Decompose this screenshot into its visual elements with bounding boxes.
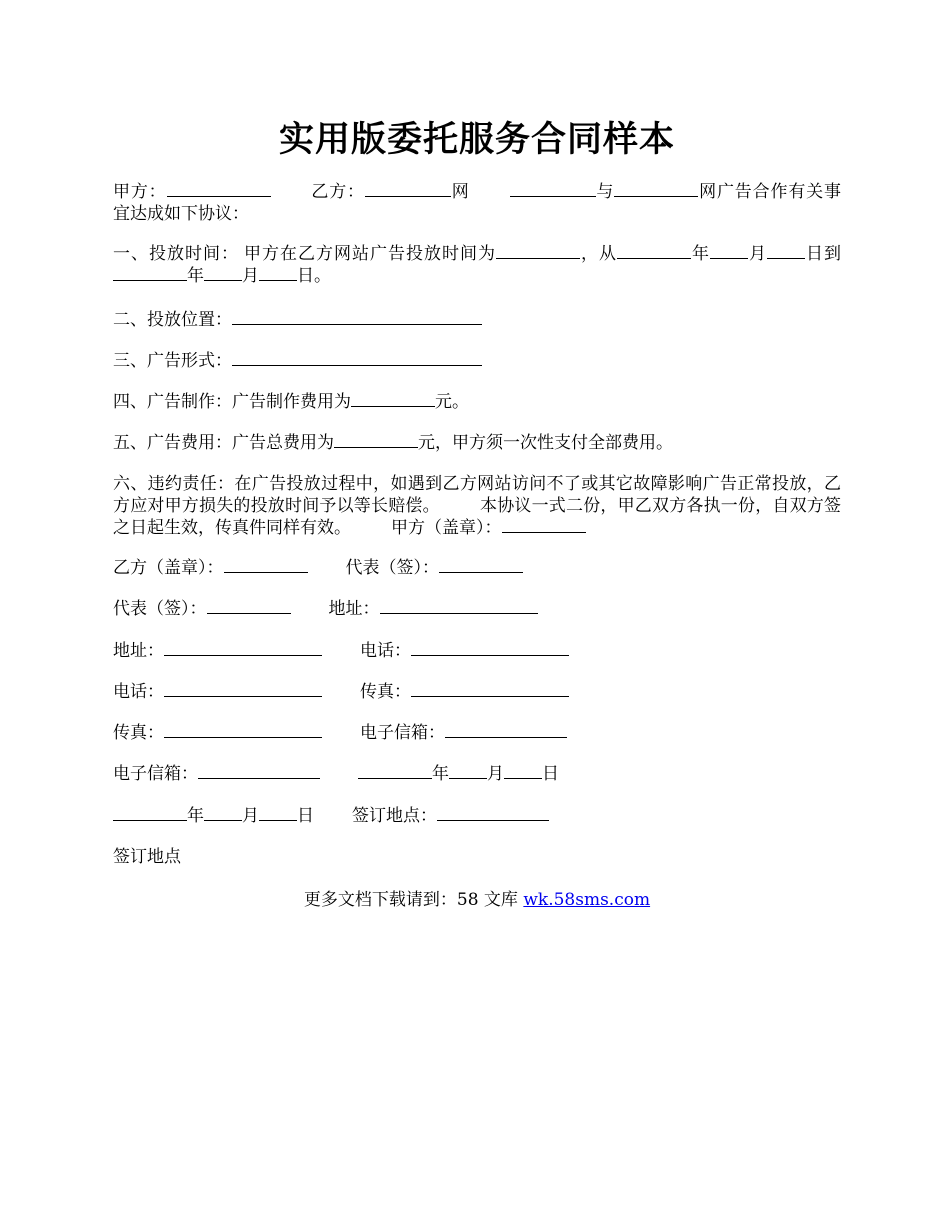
address-b-blank[interactable] (164, 640, 322, 656)
site-a-blank[interactable] (510, 181, 596, 197)
month-text: 月 (487, 764, 504, 784)
intro-paragraph (113, 181, 841, 225)
section-3 (113, 350, 841, 372)
date-a-day-blank[interactable] (504, 763, 542, 779)
seal-b-label: 乙方（盖章）： (113, 558, 224, 578)
section-4 (113, 391, 841, 413)
section-6-text: 在广告投放过程中，如遇到乙方网站访问不了或其它故障影响广告正常投放，乙方应对甲方损失的投放时间予以等长赔偿。 (113, 474, 841, 516)
footer (113, 885, 841, 910)
rep-a-label: 代表（签）： (345, 558, 439, 578)
section-4-text: 广告制作费用为 (232, 392, 351, 412)
sign-row-2 (113, 598, 841, 620)
sign-row-3 (113, 640, 841, 662)
sign-row-8 (113, 846, 841, 868)
year-text: 年 (187, 266, 204, 286)
duration-blank[interactable] (496, 243, 580, 259)
section-2 (113, 309, 841, 331)
section-5-label: 五、广告费用： (113, 433, 232, 453)
sign-place-last: 签订地点 (113, 847, 181, 867)
site-b-blank[interactable] (614, 181, 698, 197)
seal-b-blank[interactable] (224, 557, 308, 573)
year-text: 年 (187, 806, 204, 826)
start-month-blank[interactable] (710, 243, 748, 259)
phone-a-label: 电话： (360, 641, 411, 661)
section-6 (113, 473, 841, 539)
section-5-text: 广告总费用为 (232, 433, 334, 453)
sign-row-7 (113, 805, 841, 827)
end-year-blank[interactable] (113, 265, 187, 281)
date-a-year-blank[interactable] (358, 763, 432, 779)
net-text: 网 (450, 182, 470, 202)
date-b-month-blank[interactable] (204, 805, 242, 821)
email-a-label: 电子信箱： (360, 723, 445, 743)
phone-a-blank[interactable] (411, 640, 569, 656)
section-1-text: 甲方在乙方网站广告投放时间为 (243, 244, 496, 264)
document-title: 实用版委托服务合同样本 (278, 119, 675, 160)
section-3-label: 三、广告形式： (113, 351, 232, 371)
section-2-label: 二、投放位置： (113, 310, 232, 330)
sign-row-4 (113, 681, 841, 703)
sign-row-1 (113, 557, 841, 579)
rep-b-blank[interactable] (207, 598, 291, 614)
end-day-blank[interactable] (259, 265, 297, 281)
day-end-text: 日。 (297, 266, 331, 286)
seal-a-label: 甲方（盖章）： (391, 518, 502, 538)
fax-b-label: 传真： (113, 723, 164, 743)
party-b-blank[interactable] (365, 181, 451, 197)
footer-text: 更多文档下载请到：58 文库 (303, 890, 524, 910)
month-text: 月 (242, 266, 259, 286)
phone-b-label: 电话： (113, 682, 164, 702)
date-b-day-blank[interactable] (259, 805, 297, 821)
day-text: 日 (297, 806, 314, 826)
address-b-label: 地址： (113, 641, 164, 661)
section-5-unit: 元，甲方须一次性支付全部费用。 (418, 433, 673, 453)
from-text: ，从 (580, 244, 617, 264)
seal-a-blank[interactable] (502, 517, 586, 533)
section-4-unit: 元。 (435, 392, 469, 412)
sign-row-6 (113, 763, 841, 785)
section-5 (113, 432, 841, 454)
section-1-label: 一、投放时间： (113, 244, 239, 264)
placement-blank[interactable] (232, 309, 482, 325)
phone-b-blank[interactable] (164, 681, 322, 697)
sign-place-blank[interactable] (437, 805, 549, 821)
sign-row-5 (113, 722, 841, 744)
email-a-blank[interactable] (445, 722, 567, 738)
end-month-blank[interactable] (204, 265, 242, 281)
address-a-blank[interactable] (380, 598, 538, 614)
email-b-label: 电子信箱： (113, 764, 198, 784)
production-fee-blank[interactable] (351, 391, 435, 407)
rep-a-blank[interactable] (439, 557, 523, 573)
year-text: 年 (691, 244, 710, 264)
date-a-month-blank[interactable] (449, 763, 487, 779)
section-4-label: 四、广告制作： (113, 392, 232, 412)
section-1 (113, 243, 841, 287)
sign-place-label: 签订地点： (352, 806, 437, 826)
party-a-label: 甲方： (113, 182, 167, 202)
start-year-blank[interactable] (617, 243, 691, 259)
day-text: 日 (542, 764, 559, 784)
ad-format-blank[interactable] (232, 350, 482, 366)
rep-b-label: 代表（签）： (113, 599, 207, 619)
month-text: 月 (242, 806, 259, 826)
section-6-label: 六、违约责任： (113, 474, 235, 494)
party-b-label: 乙方： (310, 182, 365, 202)
footer-link[interactable]: wk.58sms.com (523, 890, 651, 910)
fax-a-label: 传真： (360, 682, 411, 702)
date-b-year-blank[interactable] (113, 805, 187, 821)
fax-a-blank[interactable] (411, 681, 569, 697)
party-a-blank[interactable] (167, 181, 271, 197)
copies-text: 本协议一式二份，甲乙双方各执一份，自双方签之日起生效，传真件同样有效。 (113, 496, 842, 538)
email-b-blank[interactable] (198, 763, 320, 779)
total-fee-blank[interactable] (334, 432, 418, 448)
start-day-blank[interactable] (767, 243, 805, 259)
month-text: 月 (748, 244, 767, 264)
fax-b-blank[interactable] (164, 722, 322, 738)
intro-rest-text: 网广告合作有关事宜达成如下协议： (113, 182, 842, 224)
address-a-label: 地址： (328, 599, 380, 619)
year-text: 年 (432, 764, 449, 784)
to-text: 到 (824, 244, 841, 264)
with-text: 与 (595, 182, 615, 202)
day-text: 日 (805, 244, 824, 264)
